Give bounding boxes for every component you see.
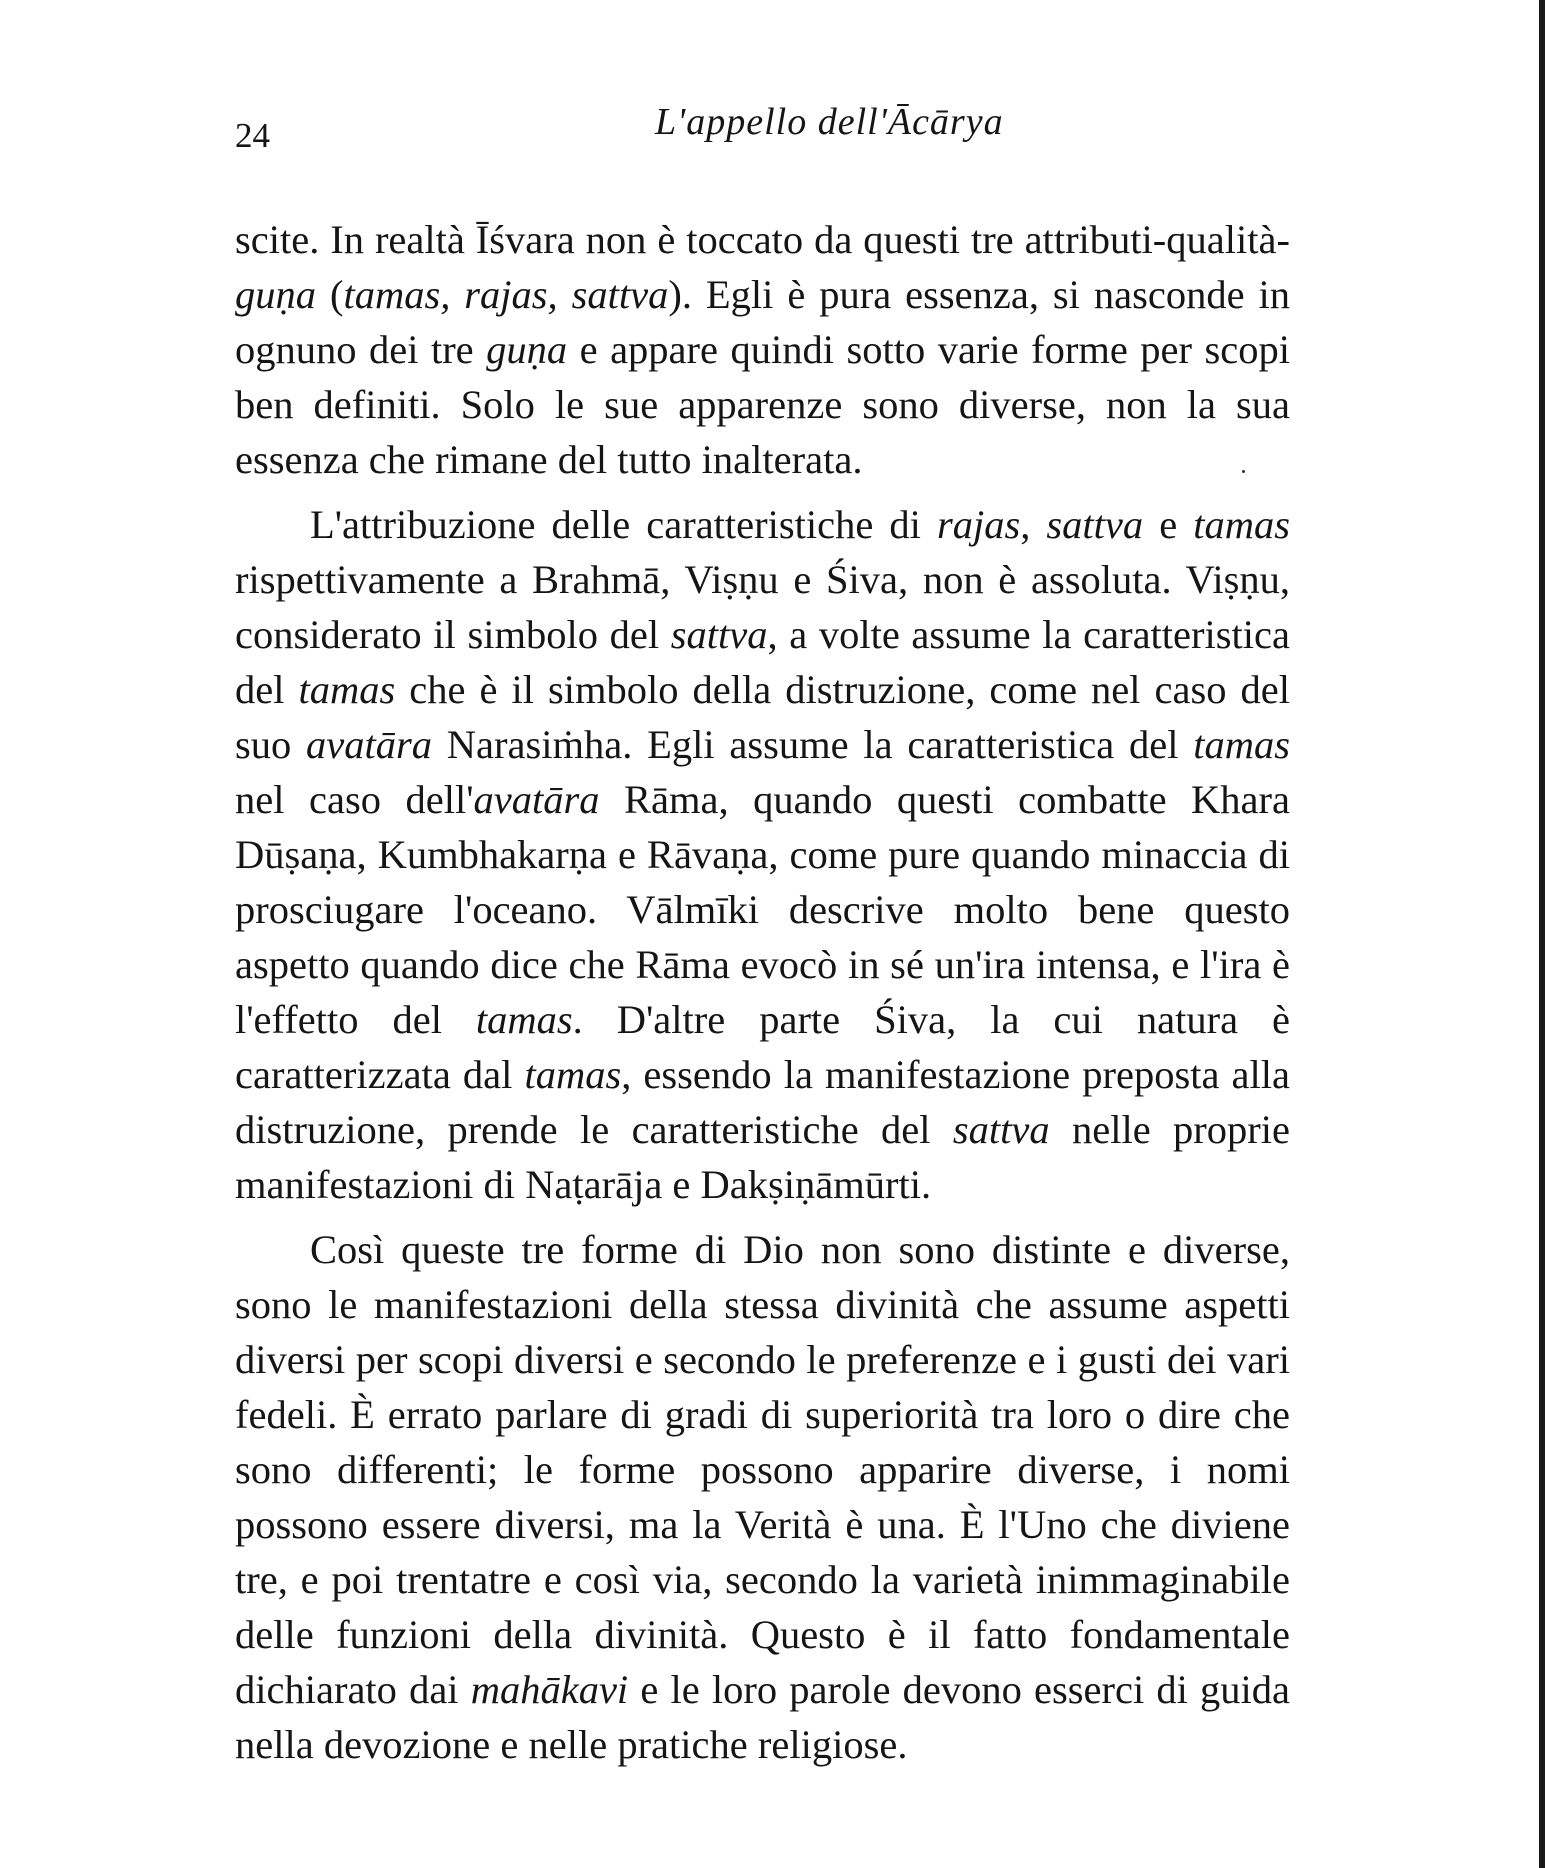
italic-term: guṇa bbox=[235, 272, 316, 317]
text-run: e le loro parole devono esserci di guida nella devozione e nelle pratiche religiose. bbox=[235, 1667, 1291, 1767]
paragraph bbox=[235, 212, 1290, 487]
text-run: nelle proprie manifestazioni di Naṭarāja e Dakṣiṇāmūrti. bbox=[235, 1107, 1290, 1207]
text-run: ( bbox=[316, 272, 344, 317]
italic-term: sattva bbox=[1046, 502, 1144, 547]
page-edge bbox=[1539, 0, 1545, 1868]
italic-term: tamas bbox=[524, 1052, 622, 1097]
italic-term: rajas bbox=[936, 502, 1021, 547]
text-run: Rāma, quando questi combatte Khara Dūṣaṇa, Kumbhakarṇa e Rāvaṇa, come pure quando minaccia di prosciugare l'oceano. Vālmīki descrive molto bene questo aspetto quando dice che Rāma evocò in sé un'ira intensa, e l'ira è l'effetto del bbox=[235, 777, 1290, 1042]
text-run: e appare quindi sotto varie forme per scopi ben definiti. Solo le sue apparenze sono diverse, non la sua essenza che rimane del tutto inalterata. bbox=[235, 327, 1290, 482]
italic-term: sattva bbox=[952, 1107, 1050, 1152]
paragraph bbox=[235, 497, 1290, 1212]
text-run: nel caso dell' bbox=[235, 777, 474, 822]
running-title: L'appello dell'Ācārya bbox=[655, 101, 1004, 143]
text-run: Narasiṁha. Egli assume la caratteristica del bbox=[432, 722, 1194, 767]
text-run: L'attribuzione delle caratteristiche di bbox=[310, 502, 937, 547]
italic-term: tamas bbox=[475, 997, 573, 1042]
text-run: Così queste tre forme di Dio non sono distinte e diverse, sono le manifestazioni della stessa divinità che assume aspetti diversi per scopi diversi e secondo le preferenze e i gusti dei vari fedeli. È errato parlare di gradi di superiorità tra loro o dire che sono differenti; le forme possono apparire diverse, i nomi possono essere diversi, ma la Verità è una. È l'Uno che diviene tre, e poi trentatre e così via, secondo la varietà inimmaginabile delle funzioni della divinità. Questo è il fatto fondamentale dichiarato dai bbox=[235, 1227, 1290, 1712]
paragraph bbox=[235, 1222, 1290, 1772]
italic-term: tamas bbox=[1193, 722, 1290, 767]
running-header bbox=[235, 100, 1295, 160]
text-run: scite. In realtà Īśvara non è toccato da questi tre attributi-qualità- bbox=[235, 217, 1290, 262]
italic-term: tamas bbox=[298, 667, 396, 712]
italic-term: tamas, rajas, sattva bbox=[343, 272, 669, 317]
text-run: e bbox=[1143, 502, 1194, 547]
italic-term: avatāra bbox=[473, 777, 600, 822]
body-text bbox=[235, 212, 1290, 1772]
italic-term: tamas bbox=[1193, 502, 1290, 547]
text-run: , a volte assume la caratteristica del bbox=[235, 612, 1290, 712]
italic-term: avatāra bbox=[306, 722, 433, 767]
italic-term: mahākavi bbox=[470, 1667, 629, 1712]
text-run: rispettivamente a Brahmā, Viṣṇu e Śiva, non è assoluta. Viṣṇu, considerato il simbolo del bbox=[235, 557, 1290, 657]
print-speck bbox=[1242, 470, 1245, 473]
text-run: , bbox=[1020, 502, 1047, 547]
italic-term: sattva bbox=[670, 612, 768, 657]
text-run: , essendo la manifestazione preposta alla distruzione, prende le caratteristiche del bbox=[235, 1052, 1290, 1152]
text-run: . D'altre parte Śiva, la cui natura è caratterizzata dal bbox=[235, 997, 1290, 1097]
italic-term: guṇa bbox=[486, 327, 568, 372]
page-number: 24 bbox=[235, 116, 270, 155]
text-run: ). Egli è pura essenza, si nasconde in ognuno dei tre bbox=[235, 272, 1290, 372]
text-run: che è il simbolo della distruzione, come nel caso del suo bbox=[235, 667, 1291, 767]
